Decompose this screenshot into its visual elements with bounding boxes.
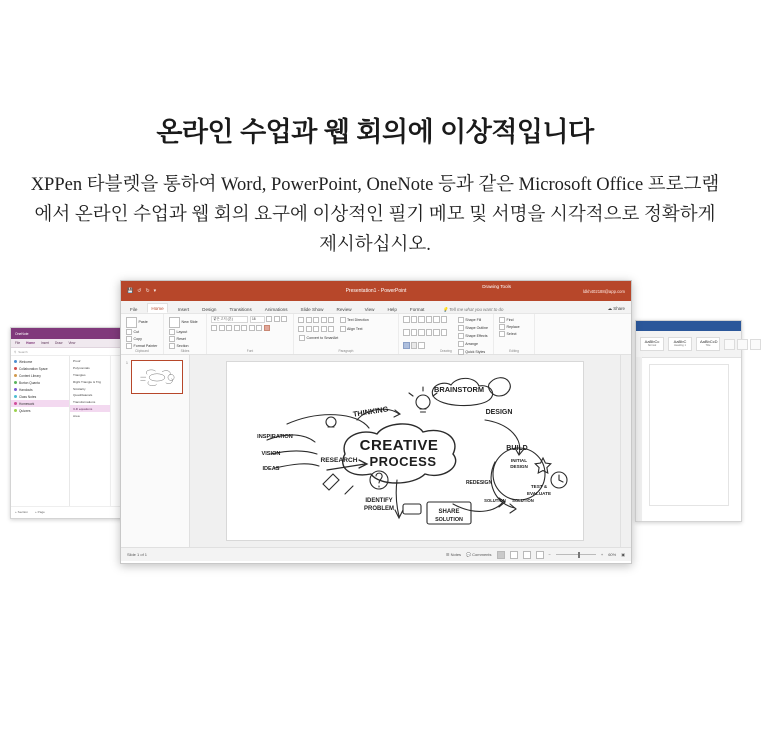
view-sorter-icon[interactable] [510, 551, 518, 559]
list-item[interactable]: Transformations [73, 400, 96, 405]
search-icon [499, 317, 505, 323]
shape-pentagon-icon[interactable] [426, 329, 433, 336]
onenote-section-list[interactable] [11, 356, 70, 506]
word-window[interactable] [635, 320, 742, 522]
section-label: Burton Quanta [19, 380, 40, 385]
word-styles-ribbon[interactable] [636, 331, 741, 358]
paste-button[interactable] [125, 316, 159, 328]
reset-button[interactable] [168, 335, 202, 342]
list-item[interactable]: Area [73, 413, 80, 418]
slide-indicator: Slide 1 of 1 [127, 552, 148, 557]
decrease-font-size-icon[interactable] [274, 316, 280, 322]
share-icon: ☁ [607, 306, 613, 311]
list-item-selected[interactable]: 3-D equations [70, 405, 110, 412]
svg-text:PROBLEM: PROBLEM [364, 506, 394, 512]
align-center-icon[interactable] [306, 326, 312, 332]
section-label: Collaboration Space [19, 366, 48, 371]
quick-styles-label: Quick Styles [465, 350, 486, 355]
document-title: Presentation1 - PowerPoint [345, 288, 407, 294]
replace-icon[interactable] [737, 339, 748, 350]
reset-label: Reset [176, 336, 186, 341]
word-document-page[interactable] [649, 364, 729, 506]
onenote-section-item[interactable] [11, 386, 69, 393]
zoom-slider[interactable] [556, 554, 596, 555]
svg-text:VISION: VISION [261, 451, 281, 457]
status-bar [121, 547, 631, 561]
shadow-icon[interactable] [241, 325, 247, 331]
shape-fill-label: Shape Fill [465, 317, 482, 322]
shape-arrow-icon[interactable] [433, 316, 440, 323]
font-row-2[interactable] [211, 325, 289, 331]
paragraph-row-2[interactable] [298, 325, 394, 332]
select-label: Select [506, 331, 517, 336]
redo-icon[interactable]: ↻ [145, 288, 150, 294]
smartart-icon [299, 335, 305, 341]
find-button[interactable] [498, 316, 530, 323]
section-color-dot [14, 388, 17, 391]
slide-thumbnail-pane[interactable] [121, 355, 190, 547]
chevron-down-icon[interactable]: ▾ [153, 288, 157, 294]
svg-text:BRAINSTORM: BRAINSTORM [434, 385, 484, 394]
paste-label: Paste [138, 320, 148, 325]
style-preview-text: AaBbCcD [700, 339, 718, 345]
slide-canvas[interactable] [226, 361, 584, 541]
align-text-label: Align Text [347, 326, 363, 331]
powerpoint-window[interactable] [120, 280, 632, 564]
add-section-button[interactable]: + Section [15, 509, 28, 514]
shape-outline-label: Shape Outline [465, 325, 488, 330]
section-color-dot [14, 381, 17, 384]
format-painter-label: Format Painter [133, 344, 158, 349]
tab-file[interactable]: File [130, 306, 138, 312]
font-name-combo[interactable]: 맑은 고딕 (본) [211, 316, 248, 323]
select-button[interactable] [498, 330, 530, 337]
undo-icon[interactable]: ↺ [137, 288, 142, 294]
onenote-section-item[interactable] [11, 400, 69, 407]
copy-icon [126, 336, 132, 342]
tell-me-placeholder: Tell me what you want to do [449, 307, 504, 312]
list-item[interactable]: Proof [73, 359, 81, 364]
onenote-page-list[interactable] [70, 356, 111, 506]
cut-label: Cut [133, 329, 140, 334]
svg-text:INITIAL: INITIAL [510, 458, 528, 463]
list-item[interactable]: Quadrilaterals [73, 393, 93, 398]
columns-icon[interactable] [328, 326, 334, 332]
font-color-icon[interactable] [264, 325, 270, 331]
comments-button[interactable] [466, 552, 491, 557]
save-icon[interactable]: 💾 [127, 288, 134, 294]
cut-button[interactable] [125, 328, 159, 335]
share-label: Share [613, 306, 625, 311]
section-color-dot [14, 402, 17, 405]
list-item[interactable]: Triangles [73, 372, 86, 377]
shape-style-gray-icon[interactable] [411, 342, 418, 349]
shape-outline-icon [458, 325, 464, 331]
new-slide-icon [169, 317, 180, 328]
slide-title-line2: PROCESS [369, 454, 437, 469]
comments-label: Comments [472, 552, 492, 557]
shape-style-blue-icon[interactable] [403, 342, 410, 349]
section-color-dot [14, 367, 17, 370]
onenote-tab-home[interactable]: Home [26, 341, 35, 345]
section-color-dot [14, 374, 17, 377]
font-row-1[interactable] [211, 316, 289, 323]
section-color-dot [14, 395, 17, 398]
shape-banner-icon[interactable] [433, 329, 440, 336]
text-direction-icon [340, 317, 346, 323]
ribbon[interactable] [121, 314, 631, 355]
arrange-button[interactable] [457, 341, 489, 348]
list-item[interactable]: Polynomials [73, 366, 90, 371]
onenote-section-item[interactable] [11, 365, 69, 372]
zoom-level[interactable]: 60% [608, 552, 617, 557]
view-normal-icon[interactable] [497, 551, 505, 559]
group-label-slides: Slides [180, 349, 190, 353]
tab-transitions[interactable]: Transitions [229, 306, 252, 312]
ribbon-group-font[interactable] [207, 314, 294, 354]
fit-to-window-icon[interactable]: ▣ [621, 552, 625, 557]
underline-icon[interactable] [226, 325, 232, 331]
style-normal[interactable] [640, 337, 664, 351]
slide-thumbnail[interactable] [126, 360, 183, 394]
shape-fill-icon [458, 317, 464, 323]
zoom-in-icon[interactable]: + [600, 552, 604, 557]
scissors-icon [126, 329, 132, 335]
search-icon: ⚲ [14, 349, 17, 354]
onenote-tab-view[interactable]: View [68, 341, 76, 345]
paste-icon [126, 317, 137, 328]
notes-button[interactable] [446, 552, 461, 557]
svg-text:REDESIGN: REDESIGN [465, 480, 493, 486]
group-label-clipboard: Clipboard [135, 349, 149, 353]
zoom-out-icon[interactable]: − [548, 552, 551, 557]
numbering-icon[interactable] [306, 317, 312, 323]
ribbon-group-paragraph[interactable] [294, 314, 399, 354]
replace-label: Replace [506, 324, 520, 329]
section-label: Section [176, 344, 189, 349]
paragraph-row-1[interactable] [298, 316, 394, 323]
view-reading-icon[interactable] [523, 551, 531, 559]
powerpoint-workspace [121, 355, 631, 547]
tab-animations[interactable]: Animations [264, 306, 288, 312]
tab-design[interactable]: Design [202, 306, 217, 312]
convert-smartart-button[interactable] [298, 334, 339, 341]
strikethrough-icon[interactable] [234, 325, 240, 331]
tell-me-box[interactable] [442, 307, 503, 313]
notes-icon: ☰ [445, 552, 450, 557]
thumbnail-preview [132, 361, 182, 393]
onenote-section-item[interactable] [11, 393, 69, 400]
group-label-font: Font [246, 349, 254, 353]
tab-format[interactable]: Format [409, 306, 425, 312]
style-preview-text: AaBbCc [644, 339, 660, 345]
find-icon[interactable] [724, 339, 735, 350]
shape-outline-button[interactable] [457, 324, 489, 331]
onenote-search-placeholder: Search [18, 349, 28, 354]
onenote-section-item[interactable] [11, 379, 69, 386]
svg-text:EVALUATE: EVALUATE [526, 491, 552, 496]
shape-oval-icon[interactable] [418, 316, 425, 323]
increase-indent-icon[interactable] [321, 317, 327, 323]
group-label-paragraph: Paragraph [338, 349, 354, 353]
onenote-section-item[interactable] [11, 372, 69, 379]
shape-fill-button[interactable] [457, 316, 489, 323]
section-label: Homework [19, 401, 35, 406]
right-scrollbar[interactable] [620, 355, 631, 547]
layout-button[interactable] [168, 328, 202, 335]
find-label: Find [506, 317, 514, 322]
increase-font-size-icon[interactable] [266, 316, 272, 322]
screenshot-composite [0, 272, 750, 572]
word-editing-tools[interactable] [724, 339, 761, 350]
onenote-section-item[interactable] [11, 358, 69, 365]
bold-icon[interactable] [211, 325, 217, 331]
view-slideshow-icon[interactable] [536, 551, 544, 559]
replace-icon [499, 324, 505, 330]
svg-text:DESIGN: DESIGN [510, 464, 528, 469]
font-size-combo[interactable]: 18 [250, 316, 265, 323]
layout-label: Layout [176, 329, 188, 334]
align-text-button[interactable] [339, 325, 364, 332]
shape-rounded-rect-icon[interactable] [411, 316, 418, 323]
quick-access-toolbar[interactable] [127, 288, 156, 294]
ribbon-group-editing[interactable] [494, 314, 535, 354]
decrease-indent-icon[interactable] [313, 317, 319, 323]
shape-callout-icon[interactable] [418, 329, 425, 336]
share-button[interactable] [608, 306, 625, 312]
word-titlebar [636, 321, 741, 331]
replace-button[interactable] [498, 323, 530, 330]
character-spacing-icon[interactable] [249, 325, 255, 331]
shape-line-icon[interactable] [441, 316, 448, 323]
tab-view[interactable]: View [364, 306, 375, 312]
text-direction-label: Text Direction [347, 317, 369, 322]
page-title: 온라인 수업과 웹 회의에 이상적입니다 [156, 117, 594, 147]
ribbon-group-clipboard[interactable] [121, 314, 164, 354]
italic-icon[interactable] [219, 325, 225, 331]
section-label: Class Notes [19, 394, 37, 399]
svg-text:IDEAS: IDEAS [262, 466, 280, 472]
new-slide-button[interactable] [168, 316, 202, 328]
onenote-tab-file[interactable]: File [15, 341, 21, 345]
notes-label: Notes [450, 552, 462, 557]
svg-text:IDENTIFY: IDENTIFY [365, 498, 393, 504]
svg-text:SOLUTION: SOLUTION [435, 517, 463, 523]
page-subcopy: XPPen 타블렛을 통하여 Word, PowerPoint, OneNote 등과 같은 Microsoft Office 프로그램에서 온라인 수업과 웹 회의 요구에 이상적인 필기 메모 및 서명을 시각적으로 정확하게 제시하십시오. [30, 175, 720, 255]
style-name: Title [705, 344, 711, 348]
svg-text:INSPIRATION: INSPIRATION [257, 434, 293, 440]
shape-effects-icon [458, 333, 464, 339]
arrange-icon [458, 341, 464, 347]
style-heading1[interactable] [668, 337, 692, 351]
tab-help[interactable]: Help [387, 306, 397, 312]
comment-icon: 💬 [466, 552, 472, 557]
select-icon[interactable] [750, 339, 761, 350]
onenote-tab-draw[interactable]: Draw [54, 341, 63, 345]
copy-button[interactable] [125, 335, 159, 342]
svg-text:SOLUTION: SOLUTION [512, 498, 534, 503]
onenote-title-text: OneNote [15, 331, 29, 336]
shape-triangle-icon[interactable] [426, 316, 433, 323]
shape-effects-button[interactable] [457, 332, 489, 339]
section-color-dot [14, 409, 17, 412]
ribbon-group-drawing[interactable] [399, 314, 494, 354]
shape-more-icon[interactable] [418, 342, 425, 349]
shape-rectangle-icon[interactable] [403, 316, 410, 323]
status-right-group[interactable] [446, 551, 625, 559]
svg-text:SHARE: SHARE [438, 509, 460, 515]
change-case-icon[interactable] [256, 325, 262, 331]
add-page-button[interactable]: + Page [35, 509, 45, 514]
section-color-dot [14, 360, 17, 363]
account-email[interactable]: ldkh402188@app.com [583, 288, 625, 294]
section-label: Content Library [19, 373, 41, 378]
section-label: Welcome [19, 359, 33, 364]
svg-text:THINKING: THINKING [352, 404, 389, 419]
justify-icon[interactable] [321, 326, 327, 332]
group-label-drawing: Drawing [440, 349, 452, 353]
bullets-icon[interactable] [298, 317, 304, 323]
list-item[interactable]: Right Triangle & Trig [73, 379, 102, 384]
svg-text:TEST &: TEST & [530, 484, 548, 489]
style-preview-text: AaBbC [673, 339, 687, 345]
shape-effects-label: Shape Effects [465, 333, 488, 338]
powerpoint-titlebar [121, 281, 631, 301]
contextual-tab-label: Drawing Tools [482, 284, 511, 289]
group-label-editing: Editing [509, 349, 519, 353]
tab-insert[interactable]: Insert [177, 306, 190, 312]
line-spacing-icon[interactable] [328, 317, 334, 323]
align-left-icon[interactable] [298, 326, 304, 332]
slide-editing-area[interactable] [190, 355, 620, 547]
paragraph-row-3[interactable] [298, 334, 394, 341]
shape-curve-icon[interactable] [403, 329, 410, 336]
svg-text:RESEARCH: RESEARCH [320, 457, 358, 464]
layout-icon [169, 329, 175, 335]
new-slide-label: New Slide [181, 320, 198, 325]
tab-home[interactable]: Home [147, 303, 167, 313]
align-text-icon [340, 326, 346, 332]
lightbulb-icon: 💡 [442, 307, 448, 312]
clear-formatting-icon[interactable] [281, 316, 287, 322]
tab-review[interactable]: Review [336, 306, 352, 312]
style-title[interactable] [696, 337, 720, 351]
convert-smartart-label: Convert to SmartArt [306, 335, 339, 340]
tab-slide-show[interactable]: Slide Show [300, 306, 324, 312]
text-direction-button[interactable] [339, 316, 370, 323]
ribbon-group-slides[interactable] [164, 314, 207, 354]
style-name: Heading 1 [674, 344, 686, 348]
arrange-label: Arrange [465, 342, 479, 347]
creative-process-mindmap [227, 362, 583, 540]
list-item[interactable]: Similarity [73, 386, 86, 391]
style-name: Normal [647, 344, 657, 348]
slide-number: 1 [126, 361, 128, 365]
svg-text:BUILD: BUILD [506, 445, 528, 452]
svg-text:DESIGN: DESIGN [485, 409, 513, 416]
ribbon-tabs[interactable] [121, 301, 631, 314]
section-label: Handouts [19, 387, 33, 392]
reset-icon [169, 336, 175, 342]
select-icon [499, 331, 505, 337]
copy-label: Copy [133, 336, 142, 341]
section-label: Quizzes [19, 408, 31, 413]
onenote-tab-insert[interactable]: Insert [41, 341, 49, 345]
svg-text:SOLUTION: SOLUTION [484, 498, 506, 503]
shape-diamond-icon[interactable] [441, 329, 448, 336]
slide-title-line1: CREATIVE [359, 437, 439, 454]
onenote-section-item[interactable] [11, 407, 69, 414]
align-right-icon[interactable] [313, 326, 319, 332]
shape-star-icon[interactable] [411, 329, 418, 336]
word-left-gutter [636, 357, 642, 521]
